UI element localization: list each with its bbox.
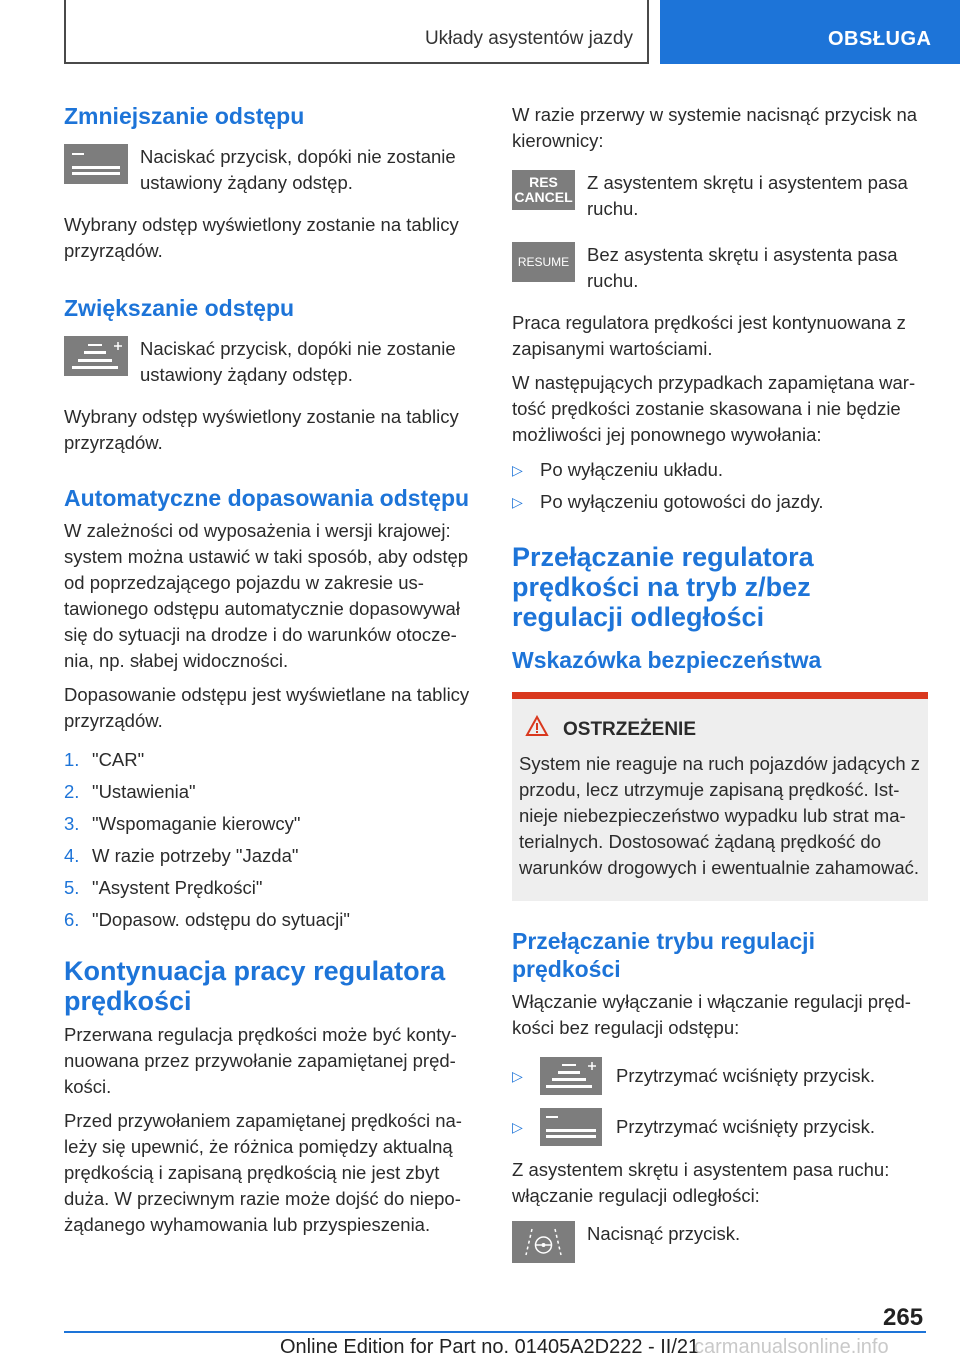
edition-text: Online Edition for Part no. 01405A2D222 - II/21	[280, 1336, 700, 1358]
warning-text: System nie reaguje na ruch pojazdów jadących z przodu, lecz utrzymuje zapisaną prędkość. Istnieje niebezpieczeństwo wypadku lub strat materialnych. Dostosować żądaną prędkość do warunków drogowych i ewentualnie zahamować.	[519, 753, 921, 878]
interrupt-paragraph: W razie przerwy w systemie nacisnąć przycisk na kierownicy:	[512, 104, 918, 151]
reset-cases-list	[512, 454, 928, 518]
warning-box	[512, 692, 928, 901]
decrease-button-description: Naciskać przycisk, dopóki nie zostanie ustawiony żądany odstęp.	[140, 146, 456, 193]
continue-paragraph-1: Przerwana regulacja prędkości może być kontynuowana przez przywołanie zapamiętanej prędkości.	[64, 1024, 457, 1097]
auto-paragraph-2: Dopasowanie odstępu jest wyświetlane na tablicy przyrządów.	[64, 684, 470, 731]
chapter-tab-label: OBSŁUGA	[828, 28, 932, 50]
list-item: ▷ Po wyłączeniu układu.	[512, 454, 928, 486]
heading-continue-cruise: Kontynuacja pracy regulatora prędkości	[64, 956, 446, 1016]
watermark: carmanualsonline.info	[694, 1336, 889, 1358]
list-item: ▷ Po wyłączeniu gotowości do jazdy.	[512, 486, 928, 518]
list-item: ▷ Przytrzymać wciśnięty przycisk.	[512, 1101, 928, 1153]
resume-button-icon: RESUME	[512, 242, 575, 282]
hold-button-list	[512, 1051, 928, 1153]
warning-triangle-icon	[525, 715, 549, 745]
bullet-triangle-icon: ▷	[512, 462, 523, 478]
right-column	[512, 102, 928, 1263]
footer-divider	[64, 1331, 926, 1333]
page-number: 265	[883, 1304, 924, 1331]
lane-assist-paragraph: Z asystentem skrętu i asystentem pasa ruchu: włączanie regulacji odległości:	[512, 1159, 890, 1206]
bullet-triangle-icon: ▷	[512, 494, 523, 510]
heading-auto-distance: Automatyczne dopasowania odstępu	[64, 485, 470, 511]
resume-paragraph-1: Praca regulatora prędkości jest kontynuowana z zapisanymi wartościami.	[512, 312, 906, 359]
heading-decrease-distance: Zmniejszanie odstępu	[64, 103, 305, 129]
res-cancel-button-icon: RES CANCEL	[512, 170, 575, 210]
res-cancel-description: Z asystentem skrętu i asystentem pasa ruchu.	[587, 172, 908, 219]
resume-paragraph-2: W następujących przypadkach zapamiętana wartość prędkości zostanie skasowana i nie będzie możliwości jej ponownego wywołania:	[512, 372, 916, 445]
list-item: 2. "Ustawienia"	[64, 781, 196, 802]
resume-row	[512, 242, 928, 294]
driving-assistant-button-icon	[512, 1221, 575, 1263]
header-section-box	[64, 0, 649, 64]
list-item: 6. "Dopasow. odstępu do sytuacji"	[64, 909, 350, 930]
list-item: 4. W razie potrzeby "Jazda"	[64, 845, 299, 866]
bullet-triangle-icon: ▷	[512, 1119, 523, 1135]
section-title: Układy asystentów jazdy	[424, 28, 633, 49]
decrease-note: Wybrany odstęp wyświetlony zostanie na tablicy przyrządów.	[64, 214, 459, 261]
mode-paragraph: Włączanie wyłączanie i włączanie regulacji prędkości bez regulacji odstępu:	[512, 991, 911, 1038]
increase-button-description: Naciskać przycisk, dopóki nie zostanie ustawiony żądany odstęp.	[140, 338, 456, 385]
distance-decrease-button-icon	[540, 1108, 602, 1146]
res-cancel-row	[512, 170, 928, 222]
increase-button-row	[64, 336, 476, 388]
list-item: 1. "CAR"	[64, 749, 145, 770]
settings-steps-list	[64, 744, 476, 936]
auto-paragraph-1: W zależności od wyposażenia i wersji krajowej: system można ustawić w taki sposób, aby odstęp od poprzedzającego pojazdu w zakresie ustawionego odstępu automatycznie dopasowywał się do sytuacji na drodze i do warunków otoczenia, np. słabej widoczności.	[64, 520, 469, 671]
list-item: 5. "Asystent Prędkości"	[64, 877, 263, 898]
list-item: 3. "Wspomaganie kierowcy"	[64, 813, 301, 834]
heading-increase-distance: Zwiększanie odstępu	[64, 295, 295, 321]
decrease-button-row	[64, 144, 476, 196]
left-column	[64, 102, 476, 1238]
warning-title: OSTRZEŻENIE	[563, 719, 697, 740]
chapter-tab[interactable]	[660, 0, 960, 64]
heading-switch-mode: Przełączanie regulatora prędkości na tryb z/bez regulacji odległości	[512, 542, 814, 632]
heading-switch-cruise-mode: Przełączanie trybu regulacji prędkości	[512, 928, 815, 982]
resume-description: Bez asystenta skrętu i asystenta pasa ruchu.	[587, 244, 898, 291]
distance-decrease-button-icon	[64, 144, 128, 184]
increase-note: Wybrany odstęp wyświetlony zostanie na tablicy przyrządów.	[64, 406, 459, 453]
bullet-triangle-icon: ▷	[512, 1068, 523, 1084]
list-item: ▷ Przytrzymać wciśnięty przycisk.	[512, 1051, 928, 1101]
heading-safety-note: Wskazówka bezpieczeństwa	[512, 647, 822, 673]
distance-increase-button-icon	[540, 1057, 602, 1095]
press-button-description: Nacisnąć przycisk.	[587, 1223, 741, 1244]
distance-increase-button-icon	[64, 336, 128, 376]
continue-paragraph-2: Przed przywołaniem zapamiętanej prędkości należy się upewnić, że różnica pomiędzy aktualną prędkością i zapisaną prędkością nie jest zbyt duża. W przeciwnym razie może dojść do niepożądanego wyhamowania lub przyspieszenia.	[64, 1110, 462, 1235]
press-row	[512, 1221, 928, 1263]
